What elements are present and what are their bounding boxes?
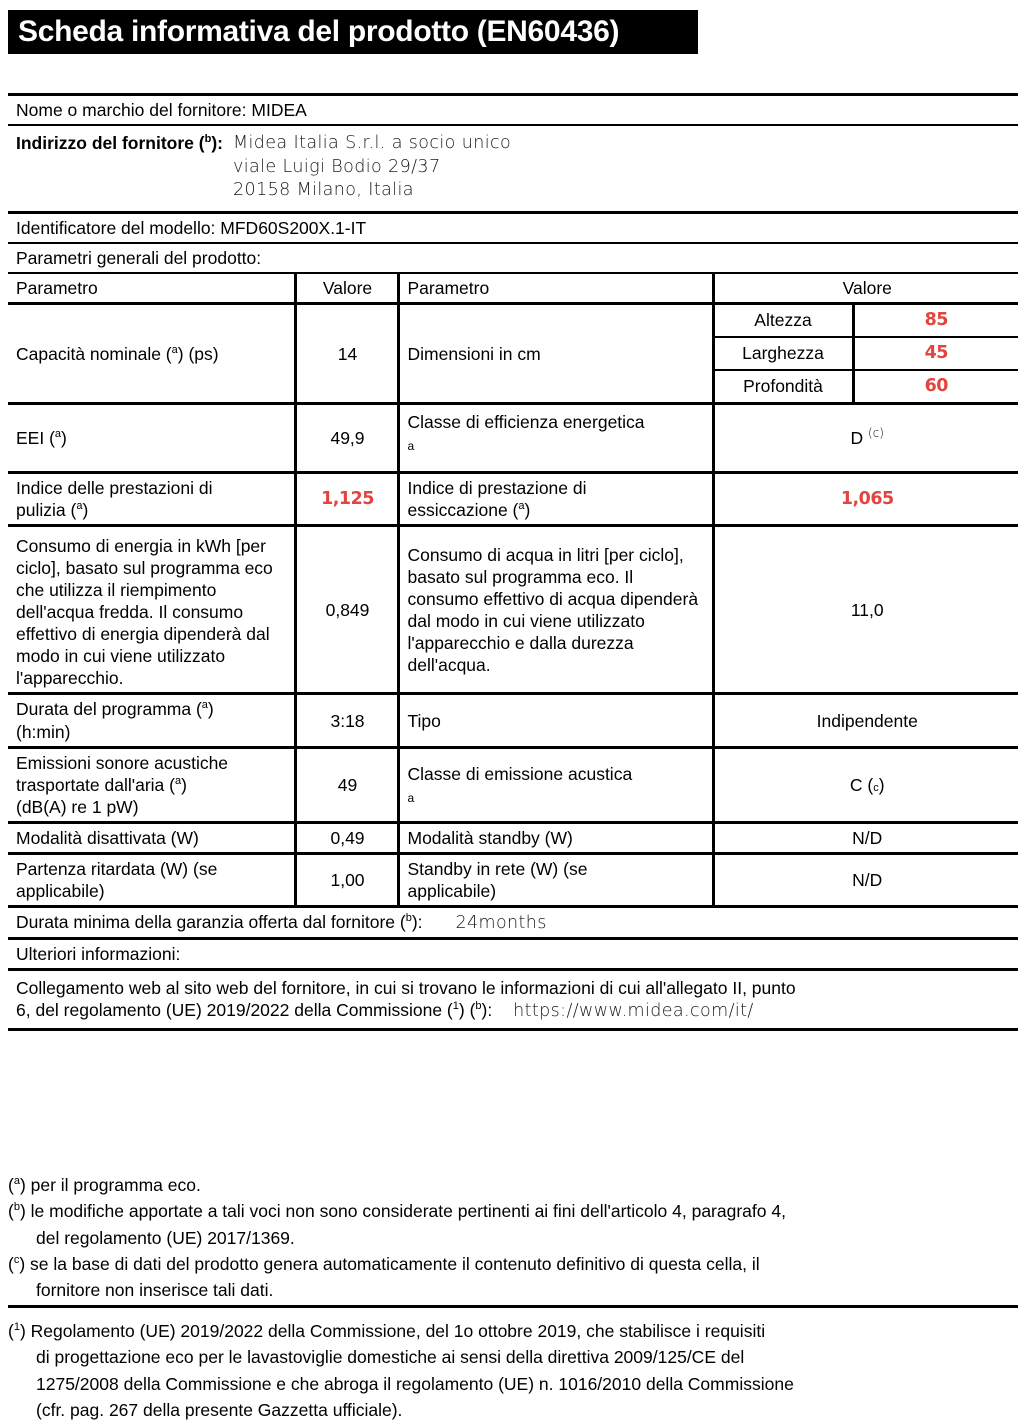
dimension-value-height: 85 [924,310,948,331]
supplier-address-value [233,132,511,203]
supplier-address-label: Indirizzo del fornitore ($^b$): [16,133,223,154]
model-identifier-cell: Identificatore del modello: MFD60S200X.1-IT [8,212,1018,243]
address-line-2: viale Luigi Bodio 29/37 [233,156,441,177]
footnote-separator [8,1305,1018,1308]
header-value-1: Valore [295,273,398,304]
dimensions-subtable [715,305,1019,402]
footnote-one-line-1: ($^1$) Regolamento (UE) 2019/2022 della Commissione, del 1o ottobre 2019, che stabilisce i requisiti [8,1321,766,1341]
general-params-label: Parametri generali del prodotto: [8,243,1018,273]
table-row-supplier-name [8,95,1018,126]
product-data-table [8,93,1018,1031]
weblink-text-line-2: 6, del regolamento (UE) 2019/2022 della Commissione ($^1$) ($^b$): https://www.midea.com/it/ [16,1000,754,1021]
dimension-label-width: Larghezza [715,337,854,370]
row-network-standby-label: Standby in rete (W) (se applicabile) [398,853,713,906]
row-noise-label: Emissioni sonore acustiche trasportate dall'aria ($^a$) (dB(A) re 1 pW) [8,747,295,822]
row-type-label: Tipo [398,694,713,747]
row-cleaning-index-label: Indice delle prestazioni di pulizia ($^a$) [8,473,295,526]
row-duration-label: Durata del programma ($^a$) (h:min) [8,694,295,747]
row-standby-label: Modalità standby (W) [398,822,713,853]
row-delay-start-label: Partenza ritardata (W) (se applicabile) [8,853,295,906]
row-noise-class-label: Classe di emissione acustica a [398,747,713,822]
table-row-further-info [8,938,1018,969]
row-energy-consumption-label: Consumo di energia in kWh [per ciclo], basato sul programma eco che utilizza il riempimento dell'acqua fredda. Il consumo effettivo di energia dipenderà dal modo in cui viene utilizzato l'apparecchio. [8,526,295,694]
table-row-supplier-address [8,125,1018,212]
footnotes-abc [8,1172,1018,1303]
table-row-general-params [8,243,1018,273]
footnote-b: ($^b$) le modifiche apportate a tali voci non sono considerate pertinenti ai fini dell'articolo 4, paragrafo 4, [8,1201,786,1222]
dimension-label-depth: Profondità [715,370,854,402]
footnote-b-cont: del regolamento (UE) 2017/1369. [36,1227,295,1248]
weblink-url[interactable]: https://www.midea.com/it/ [513,1001,754,1021]
table-row-model-identifier [8,212,1018,243]
dimension-value-width: 45 [853,337,1018,370]
further-info-label: Ulteriori informazioni: [8,938,1018,969]
row-energy-consumption-value: 0,849 [295,526,398,694]
table-row-cleaning-index [8,473,1018,526]
weblink-cell [8,969,1018,1029]
table-row-eei [8,404,1018,473]
table-row-warranty [8,906,1018,938]
warranty-label: Durata minima della garanzia offerta dal fornitore ( [16,911,406,932]
table-row-noise [8,747,1018,822]
supplier-name-cell: Nome o marchio del fornitore: MIDEA [8,95,1018,126]
row-water-consumption-label: Consumo di acqua in litri [per ciclo], basato sul programma eco. Il consumo effettivo di acqua dipenderà dal modo in cui viene utilizzato l'apparecchio e dalla durezza dell'acqua. [398,526,713,694]
dimension-row-width [715,337,1019,370]
supplier-address-cell [8,125,1018,212]
row-capacity-label: Capacità nominale ($^a$) (ps) [8,304,295,404]
row-network-standby-value: N/D [713,853,1018,906]
footnote-one-line-2: di progettazione eco per le lavastoviglie domestiche ai sensi della direttiva 2009/125/CE del [36,1347,745,1368]
footnote-one-line-3: 1275/2008 della Commissione e che abroga il regolamento (UE) n. 1016/2010 della Commissione [36,1373,794,1394]
row-duration-value: 3:18 [295,694,398,747]
warranty-cell: Durata minima della garanzia offerta dal fornitore ($^b$): 24months [8,906,1018,938]
address-line-3: 20158 Milano, Italia [233,180,414,201]
dimension-row-depth [715,370,1019,402]
table-row-delay-start [8,853,1018,906]
footnote-c: ($^c$) se la base di dati del prodotto genera automaticamente il contenuto definitivo di questa cella, il [8,1253,760,1274]
table-row-consumption [8,526,1018,694]
dimension-row-height [715,305,1019,337]
table-row-weblink [8,969,1018,1029]
table-header-row [8,273,1018,304]
address-line-1: Midea Italia S.r.l. a socio unico [233,133,512,154]
footnote-c-cont: fornitore non inserisce tali dati. [36,1280,274,1300]
row-eei-value: 49,9 [295,404,398,473]
row-dimensions-value [713,304,1018,404]
header-param-1: Parametro [8,273,295,304]
footnote-one-line-4: (cfr. pag. 267 della presente Gazzetta ufficiale). [36,1399,403,1420]
row-noise-class-value: C (c) [713,747,1018,822]
row-off-mode-label: Modalità disattivata (W) [8,822,295,853]
warranty-value: 24months [455,912,547,933]
row-standby-value: N/D [713,822,1018,853]
weblink-text-line-1: Collegamento web al sito web del fornitore, in cui si trovano le informazioni di cui all'allegato II, punto [16,977,796,998]
row-energy-class-label: Classe di efficienza energetica a [398,404,713,473]
row-capacity-value: 14 [295,304,398,404]
row-eei-label: EEI ($^a$) [8,404,295,473]
row-off-mode-value: 0,49 [295,822,398,853]
row-dimensions-label: Dimensioni in cm [398,304,713,404]
footnote-a: ($^a$) per il programma eco. [8,1175,201,1195]
row-delay-start-value: 1,00 [295,853,398,906]
row-energy-class-value: D $^{(c)}$ [713,404,1018,473]
row-drying-index-label: Indice di prestazione di essiccazione ($^a$) [398,473,713,526]
dimension-value-depth: 60 [853,370,1018,402]
header-value-2: Valore [713,273,1018,304]
table-row-capacity [8,304,1018,404]
dimension-label-height: Altezza [715,305,854,337]
page-title: Scheda informativa del prodotto (EN60436) [18,15,620,48]
footnote-one [8,1318,1018,1423]
row-noise-value: 49 [295,747,398,822]
table-row-duration [8,694,1018,747]
table-row-off-mode [8,822,1018,853]
row-cleaning-index-value: 1,125 [295,473,398,526]
row-water-consumption-value: 11,0 [713,526,1018,694]
row-drying-index-value: 1,065 [713,473,1018,526]
row-type-value: Indipendente [713,694,1018,747]
page-title-banner [8,10,698,54]
header-param-2: Parametro [398,273,713,304]
